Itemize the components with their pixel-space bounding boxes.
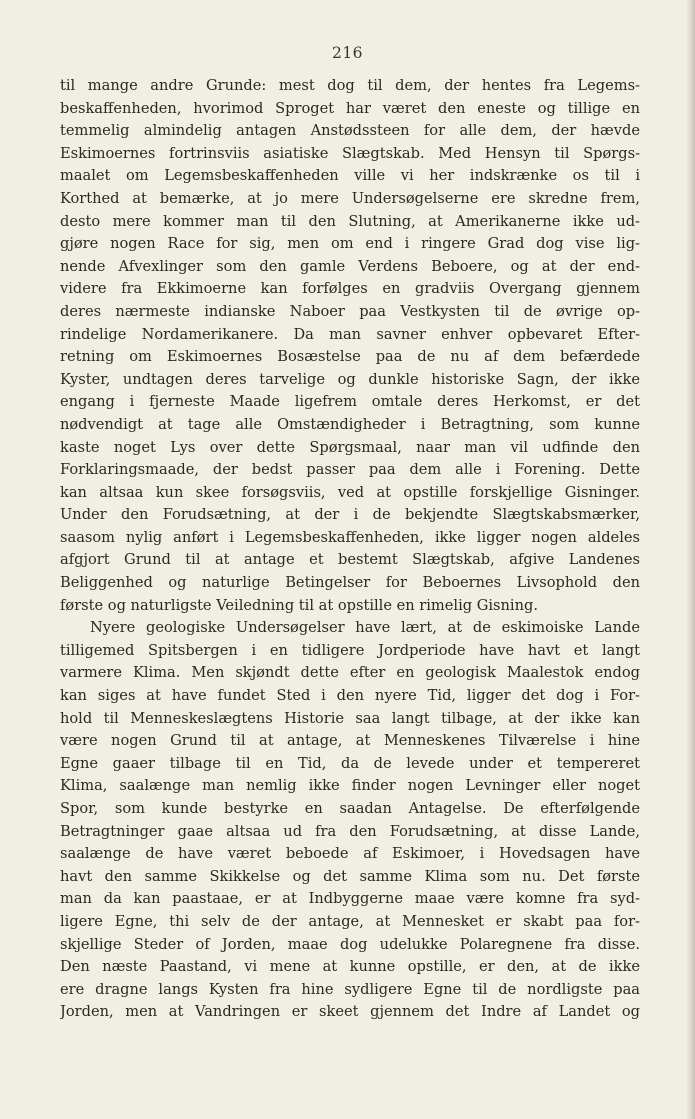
text-line: Egne gaaer tilbage til en Tid, da de levede under et tempereret bbox=[60, 754, 640, 772]
text-line: maalet om Legemsbeskaffenheden ville vi her indskrænke os til i bbox=[60, 167, 640, 185]
text-line: temmelig almindelig antagen Anstødssteen for alle dem, der hævde bbox=[60, 122, 640, 140]
text-line: kaste noget Lys over dette Spørgsmaal, naar man vil udfinde den bbox=[60, 438, 640, 456]
text-line: retning om Eskimoernes Bosæstelse paa de nu af dem befærdede bbox=[60, 348, 640, 366]
text-line: saasom nylig anført i Legemsbeskaffenheden, ikke ligger nogen aldeles bbox=[60, 528, 640, 546]
text-line: Eskimoernes fortrinsviis asiatiske Slægtskab. Med Hensyn til Spørgs- bbox=[60, 144, 640, 162]
page-edge-shadow bbox=[686, 0, 695, 1119]
text-line: gjøre nogen Race for sig, men om end i ringere Grad dog vise lig- bbox=[60, 235, 640, 253]
text-line: man da kan paastaae, er at Indbyggerne maae være komne fra syd- bbox=[60, 890, 640, 908]
text-line: hold til Menneskeslægtens Historie saa langt tilbage, at der ikke kan bbox=[60, 709, 640, 727]
text-line: havt den samme Skikkelse og det samme Klima som nu. Det første bbox=[60, 867, 640, 885]
text-line: Kyster, undtagen deres tarvelige og dunkle historiske Sagn, der ikke bbox=[60, 370, 640, 388]
text-line: nende Afvexlinger som den gamle Verdens Beboere, og at der end- bbox=[60, 257, 640, 275]
text-line: nødvendigt at tage alle Omstændigheder i Betragtning, som kunne bbox=[60, 415, 640, 433]
text-line: beskaffenheden, hvorimod Sproget har været den eneste og tillige en bbox=[60, 99, 640, 117]
text-line: deres nærmeste indianske Naboer paa Vestkysten til de øvrige op- bbox=[60, 302, 640, 320]
text-line: Nyere geologiske Undersøgelser have lært, at de eskimoiske Lande bbox=[90, 619, 640, 637]
text-line: Under den Forudsætning, at der i de bekjendte Slægtskabsmærker, bbox=[60, 506, 640, 524]
text-line: Klima, saalænge man nemlig ikke finder nogen Levninger eller noget bbox=[60, 777, 640, 795]
text-line: desto mere kommer man til den Slutning, at Amerikanerne ikke ud- bbox=[60, 212, 640, 230]
text-line: til mange andre Grunde: mest dog til dem, der hentes fra Legems- bbox=[60, 77, 640, 94]
text-line: videre fra Ekkimoerne kan forfølges en gradviis Overgang gjennem bbox=[60, 280, 640, 298]
text-line: første og naturligste Veiledning til at opstille en rimelig Gisning. bbox=[60, 596, 538, 614]
text-line: afgjort Grund til at antage et bestemt Slægtskab, afgive Landenes bbox=[60, 551, 640, 569]
text-line: rindelige Nordamerikanere. Da man savner enhver opbevaret Efter- bbox=[60, 325, 640, 343]
text-line: saalænge de have været beboede af Eskimoer, i Hovedsagen have bbox=[60, 845, 640, 863]
text-line: kan altsaa kun skee forsøgsviis, ved at opstille forskjellige Gisninger. bbox=[60, 483, 640, 501]
text-line: ligere Egne, thi selv de der antage, at Mennesket er skabt paa for- bbox=[60, 912, 640, 930]
text-line: Beliggenhed og naturlige Betingelser for Beboernes Livsophold den bbox=[60, 574, 640, 592]
text-line: være nogen Grund til at antage, at Menneskenes Tilværelse i hine bbox=[60, 732, 640, 750]
body-text bbox=[60, 75, 640, 1024]
text-line: varmere Klima. Men skjøndt dette efter en geologisk Maalestok endog bbox=[60, 664, 640, 682]
text-line: skjellige Steder of Jorden, maae dog udelukke Polaregnene fra disse. bbox=[60, 935, 640, 953]
text-line: Spor, som kunde bestyrke en saadan Antagelse. De efterfølgende bbox=[60, 800, 640, 817]
text-line: Betragtninger gaae altsaa ud fra den Forudsætning, at disse Lande, bbox=[60, 822, 640, 840]
text-line: engang i fjerneste Maade ligefrem omtale deres Herkomst, er det bbox=[60, 393, 640, 411]
text-line: Jorden, men at Vandringen er skeet gjennem det Indre af Landet og bbox=[60, 1003, 640, 1021]
text-line: kan siges at have fundet Sted i den nyere Tid, ligger det dog i For- bbox=[60, 687, 640, 705]
text-line: Korthed at bemærke, at jo mere Undersøgelserne ere skredne frem, bbox=[60, 189, 640, 207]
text-line: Den næste Paastand, vi mene at kunne opstille, er den, at de ikke bbox=[60, 958, 640, 976]
text-line: ere dragne langs Kysten fra hine sydligere Egne til de nordligste paa bbox=[60, 980, 640, 998]
text-line: Forklaringsmaade, der bedst passer paa dem alle i Forening. Dette bbox=[60, 461, 640, 479]
page-number: 216 bbox=[331, 44, 364, 62]
text-line: tilligemed Spitsbergen i en tidligere Jordperiode have havt et langt bbox=[60, 641, 640, 659]
